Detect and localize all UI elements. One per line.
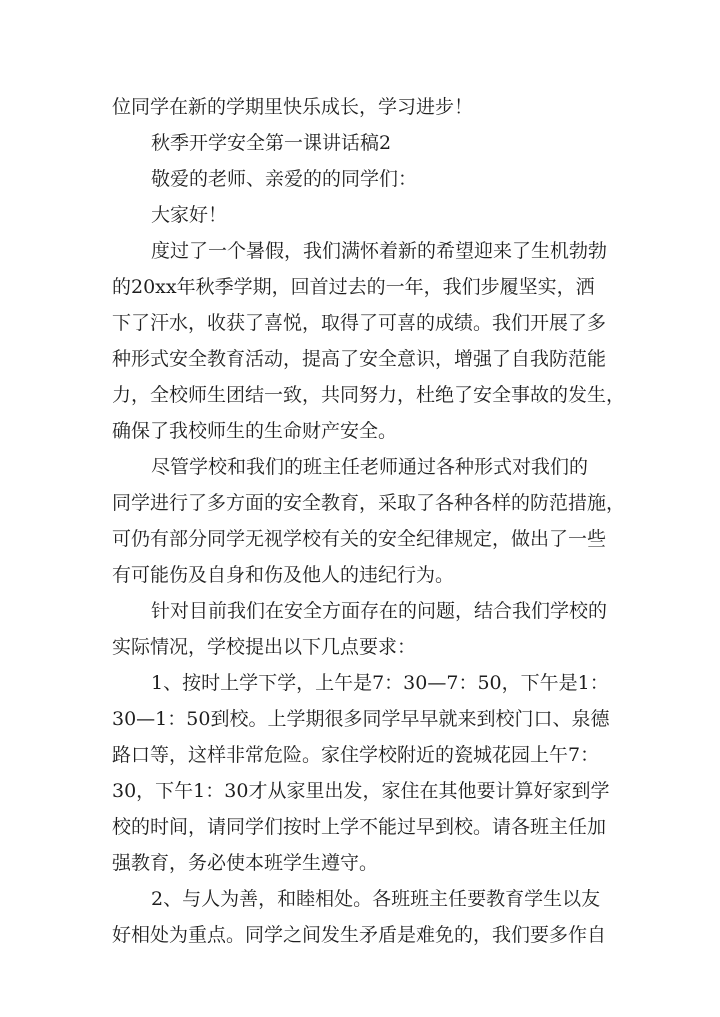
list-item-line: 30—1：50到校。上学期很多同学早早就来到校门口、泉德 — [112, 708, 610, 730]
section-heading: 秋季开学安全第一课讲话稿2 — [151, 132, 392, 154]
list-item-line: 校的时间，请同学们按时上学不能过早到校。请各班主任加 — [112, 816, 607, 838]
paragraph-line: 实际情况，学校提出以下几点要求： — [112, 636, 417, 658]
paragraph-line: 针对目前我们在安全方面存在的问题，结合我们学校的 — [151, 600, 608, 622]
paragraph-line: 力，全校师生团结一致，共同努力，杜绝了安全事故的发生， — [112, 384, 626, 406]
paragraph-line: 尽管学校和我们的班主任老师通过各种形式对我们的 — [151, 456, 589, 478]
paragraph-line: 可仍有部分同学无视学校有关的安全纪律规定，做出了一些 — [112, 528, 607, 550]
paragraph-line: 有可能伤及自身和伤及他人的违纪行为。 — [112, 564, 455, 586]
list-item-line: 好相处为重点。同学之间发生矛盾是难免的，我们要多作自 — [112, 924, 607, 946]
greeting: 大家好！ — [151, 204, 228, 226]
list-item-line: 30，下午1：30才从家里出发，家住在其他要计算好家到学 — [112, 780, 610, 802]
list-item-line: 2、与人为善，和睦相处。各班班主任要教育学生以友 — [151, 888, 601, 910]
paragraph-line: 位同学在新的学期里快乐成长，学习进步！ — [112, 96, 474, 118]
list-item-line: 路口等，这样非常危险。家住学校附近的瓷城花园上午7： — [112, 744, 600, 766]
paragraph-line: 下了汗水，收获了喜悦，取得了可喜的成绩。我们开展了多 — [112, 312, 607, 334]
paragraph-line: 确保了我校师生的生命财产安全。 — [112, 420, 398, 442]
salutation: 敬爱的老师、亲爱的的同学们： — [151, 168, 418, 190]
list-item-line: 1、按时上学下学，上午是7：30—7：50，下午是1： — [151, 672, 609, 694]
paragraph-line: 度过了一个暑假，我们满怀着新的希望迎来了生机勃勃 — [151, 240, 608, 262]
paragraph-line: 的20xx年秋季学期，回首过去的一年，我们步履坚实，洒 — [112, 276, 595, 298]
paragraph-line: 同学进行了多方面的安全教育，采取了各种各样的防范措施， — [112, 492, 626, 514]
paragraph-line: 种形式安全教育活动，提高了安全意识，增强了自我防范能 — [112, 348, 607, 370]
list-item-line: 强教育，务必使本班学生遵守。 — [112, 852, 379, 874]
